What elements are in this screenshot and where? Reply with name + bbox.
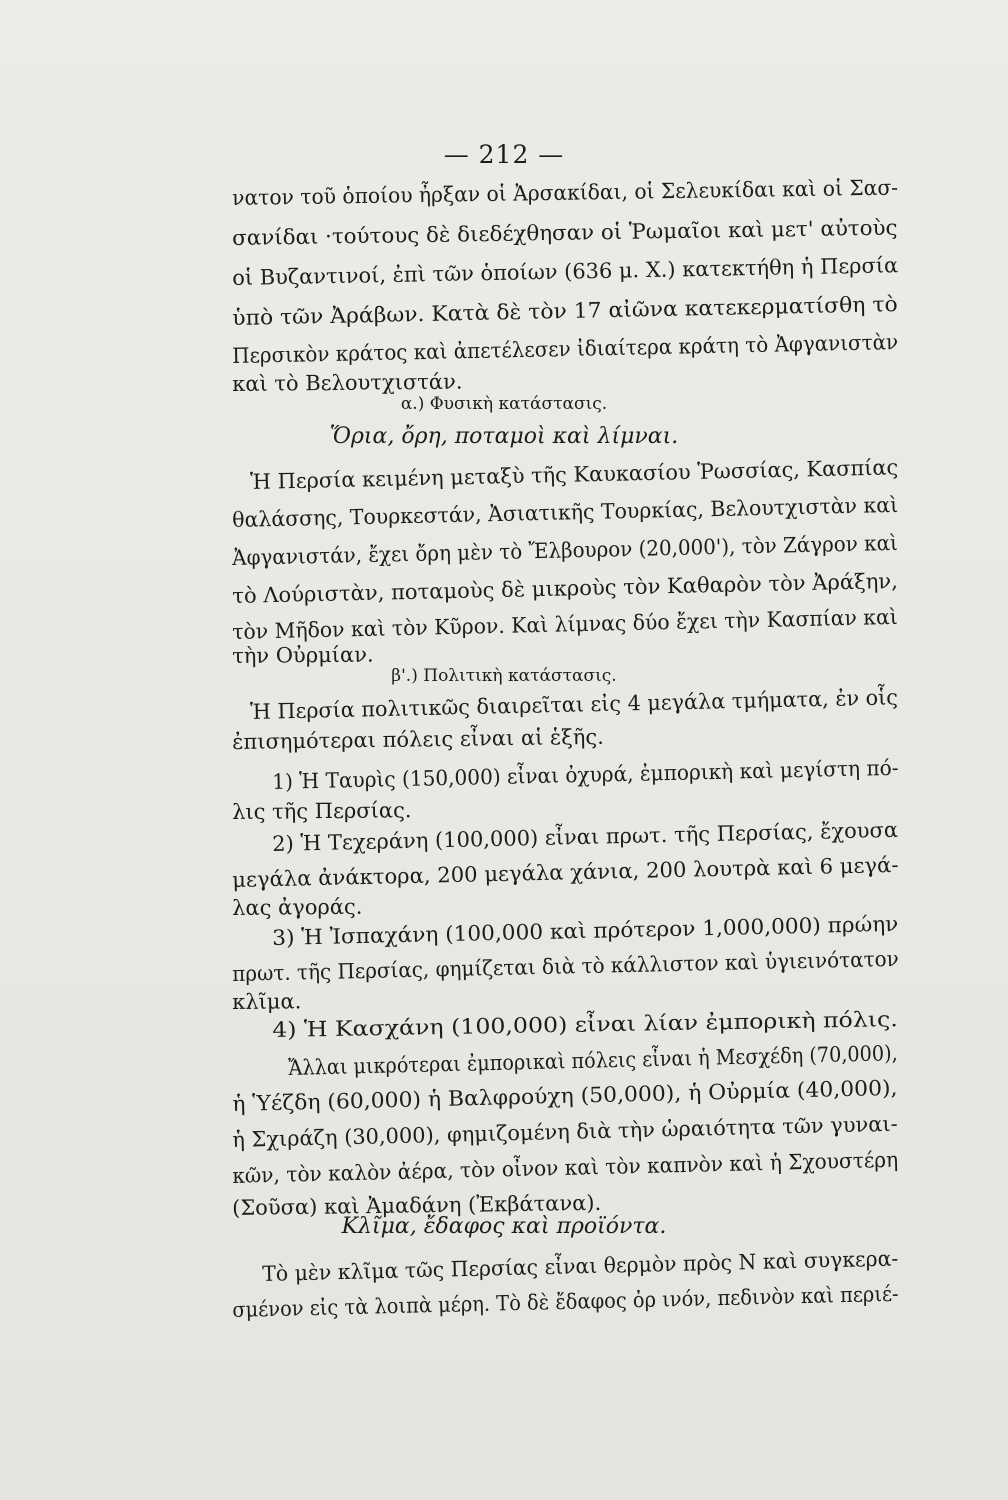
text-line: λις τῆς Περσίας. xyxy=(232,798,412,824)
text-line: ἡ Σχιράζη (30,000), φημιζομένη διὰ τὴν ὡραιότητα τῶν γυναι- xyxy=(232,1111,898,1152)
text-line: τὸ Λούριστὰν, ποταμοὺς δὲ μικροὺς τὸν Καθαρὸν τὸν Ἀράξην, xyxy=(232,568,899,608)
text-line: 4) Ἡ Κασχάνη (100,000) εἶναι λίαν ἐμπορικὴ πόλις. xyxy=(272,1007,899,1042)
text-line: ὑπὸ τῶν Ἀράβων. Κατὰ δὲ τὸν 17 αἰῶνα κατεκερματίσθη τὸ xyxy=(232,292,898,330)
subsection-heading-borders: Ὅρια, ὄρη, ποταμοὶ καὶ λίμναι. xyxy=(329,424,679,449)
text-line: κλῖμα. xyxy=(232,989,302,1014)
page-number: — 212 — xyxy=(443,140,565,169)
text-line: πρωτ. τῆς Περσίας, φημίζεται διὰ τὸ κάλλιστον καὶ ὑγιεινότατον xyxy=(232,946,899,986)
text-line: Ἡ Περσία πολιτικῶς διαιρεῖται εἰς 4 μεγάλα τμήματα, ἐν οἷς xyxy=(250,685,899,724)
section-heading-political: β'.) Πολιτικὴ κατάστασις. xyxy=(391,666,617,686)
text-line: ἡ Ὑέζδη (60,000) ἡ Βαλφρούχη (50,000), ἡ Οὐρμία (40,000), xyxy=(232,1075,898,1116)
text-line: Ἀφγανιστάν, ἔχει ὄρη μὲν τὸ Ἔλβουρον (20,000'), τὸν Ζάγρον καὶ xyxy=(232,530,899,570)
text-line: σμένον εἰς τὰ λοιπὰ μέρη. Τὸ δὲ ἔδαφος ὀρ ινόν, πεδινὸν καὶ περιέ- xyxy=(232,1281,899,1322)
text-line: 3) Ἡ Ἰσπαχάνη (100,000 καὶ πρότερον 1,000,000) πρώην xyxy=(272,911,899,950)
subsection-heading-climate: Κλῖμα, ἔδαφος καὶ προϊόντα. xyxy=(341,1214,667,1239)
text-line: λας ἀγοράς. xyxy=(232,894,363,920)
section-heading-physical: α.) Φυσικὴ κατάστασις. xyxy=(400,394,608,414)
text-line: κῶν, τὸν καλὸν ἀέρα, τὸν οἶνον καὶ τὸν καπνὸν καὶ ἡ Σχουστέρη xyxy=(232,1147,899,1188)
text-line: 2) Ἡ Τεχεράνη (100,000) εἶναι πρωτ. τῆς Περσίας, ἔχουσα xyxy=(272,817,899,856)
text-line: 1) Ἡ Ταυρὶς (150,000) εἶναι ὀχυρά, ἐμπορικὴ καὶ μεγίστη πό- xyxy=(272,755,899,794)
text-line: θαλάσσης, Τουρκεστάν, Ἀσιατικῆς Τουρκίας, Βελουτχιστὰν καὶ xyxy=(232,492,899,532)
text-line: Περσικὸν κράτος καὶ ἀπετέλεσεν ἰδιαίτερα κράτη τὸ Ἀφγανιστὰν xyxy=(232,330,899,368)
text-line: τὴν Οὐρμίαν. xyxy=(232,642,374,668)
text-line: Ἄλλαι μικρότεραι ἐμπορικαὶ πόλεις εἶναι ἡ Μεσχέδη (70,000), xyxy=(288,1041,899,1080)
text-line: ἐπισημότεραι πόλεις εἶναι αἱ ἑξῆς. xyxy=(232,724,604,754)
text-line: (Σοῦσα) καὶ Ἀμαδάνη (Ἐκβάτανα). xyxy=(232,1190,602,1220)
text-line: τὸν Μῆδον καὶ τὸν Κῦρον. Καὶ λίμνας δύο ἔχει τὴν Κασπίαν καὶ xyxy=(232,604,898,644)
text-line: Ἡ Περσία κειμένη μεταξὺ τῆς Καυκασίου Ῥωσσίας, Κασπίας xyxy=(250,455,899,494)
text-line: σανίδαι ·τούτους δὲ διεδέχθησαν οἱ Ῥωμαῖοι καὶ μετ' αὐτοὺς xyxy=(232,215,898,250)
text-line: καὶ τὸ Βελουτχιστάν. xyxy=(232,369,463,396)
text-line: μεγάλα ἀνάκτορα, 200 μεγάλα χάνια, 200 λουτρὰ καὶ 6 μεγά- xyxy=(232,852,899,892)
text-line: Τὸ μὲν κλῖμα τῶς Περσίας εἶναι θερμὸν πρὸς Ν καὶ συγκερα- xyxy=(262,1246,899,1286)
text-line: νατον τοῦ ὁποίου ἦρξαν οἱ Ἀρσακίδαι, οἱ Σελευκίδαι καὶ οἱ Σασ- xyxy=(232,175,899,210)
text-line: οἱ Βυζαντινοί, ἐπὶ τῶν ὁποίων (636 μ. Χ.) κατεκτήθη ἡ Περσία xyxy=(232,253,899,290)
